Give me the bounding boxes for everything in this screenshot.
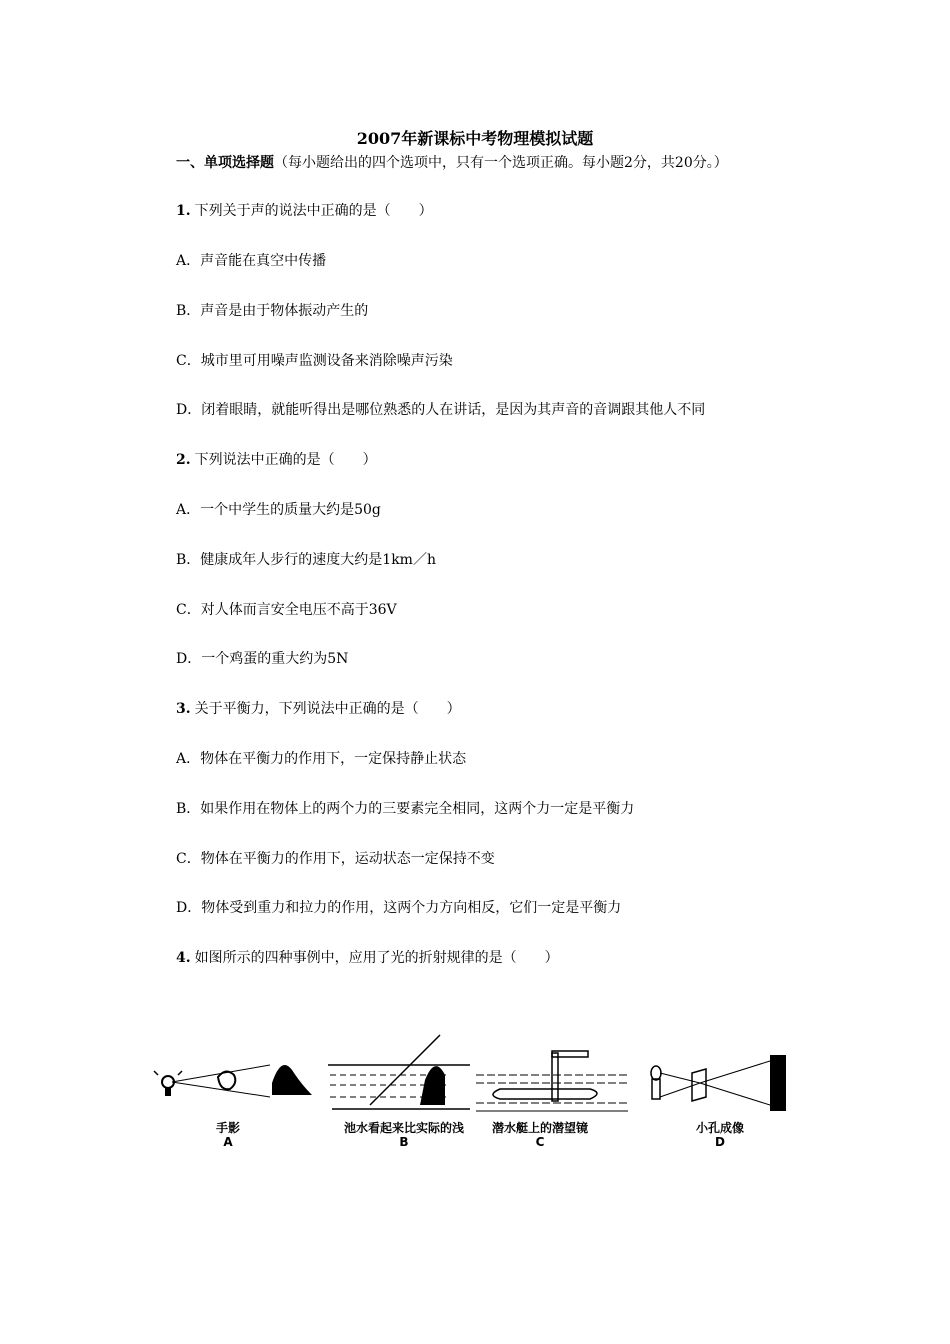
q2-option-c: C．对人体而言安全电压不高于36V: [176, 602, 397, 618]
q2-option-d: D．一个鸡蛋的重大约为5N: [176, 651, 349, 667]
q3-option-c: C．物体在平衡力的作用下，运动状态一定保持不变: [176, 851, 495, 867]
question-1-stem: 1. 下列关于声的说法中正确的是（ ）: [176, 203, 433, 219]
panel-a-hand-shadow-illustration: [154, 1065, 312, 1097]
panel-b-letter: B: [399, 1135, 409, 1149]
panel-a-caption: 手影: [215, 1121, 240, 1135]
section-heading-label: 一、单项选择题: [176, 155, 274, 171]
question-2-stem: 2. 下列说法中正确的是（ ）: [176, 452, 377, 468]
q1-option-b: B．声音是由于物体振动产生的: [176, 303, 369, 319]
panel-d-caption: 小孔成像: [695, 1121, 744, 1135]
q3-option-a: A．物体在平衡力的作用下，一定保持静止状态: [176, 751, 467, 767]
page-title: 2007年新课标中考物理模拟试题: [356, 129, 594, 148]
q2-option-a: A．一个中学生的质量大约是50g: [176, 502, 381, 518]
section-note: （每小题给出的四个选项中，只有一个选项正确。每小题2分，共20分。）: [274, 155, 728, 171]
q1-option-c: C．城市里可用噪声监测设备来消除噪声污染: [176, 353, 453, 369]
section-heading: [176, 152, 728, 172]
question-3-stem: 3. 关于平衡力，下列说法中正确的是（ ）: [176, 701, 461, 717]
panel-b-pool-water-illustration: [328, 1035, 470, 1109]
panel-d-pinhole-illustration: [651, 1055, 786, 1111]
panel-b-caption: 池水看起来比实际的浅: [343, 1121, 464, 1135]
question-4-stem: 4. 如图所示的四种事例中，应用了光的折射规律的是（ ）: [176, 950, 559, 966]
q1-option-d: D．闭着眼睛，就能听得出是哪位熟悉的人在讲话，是因为其声音的音调跟其他人不同: [176, 402, 706, 418]
panel-a-letter: A: [223, 1135, 233, 1149]
q1-option-a: A．声音能在真空中传播: [176, 253, 327, 269]
q3-option-d: D．物体受到重力和拉力的作用，这两个力方向相反，它们一定是平衡力: [176, 900, 622, 916]
panel-c-caption: 潜水艇上的潜望镜: [491, 1121, 588, 1135]
panel-c-letter: C: [535, 1135, 545, 1149]
q2-option-b: B．健康成年人步行的速度大约是1km／h: [176, 552, 436, 568]
panel-d-letter: D: [715, 1135, 725, 1149]
panel-c-periscope-illustration: [476, 1051, 628, 1111]
q3-option-b: B．如果作用在物体上的两个力的三要素完全相同，这两个力一定是平衡力: [176, 801, 635, 817]
optics-figure: [150, 1025, 810, 1165]
